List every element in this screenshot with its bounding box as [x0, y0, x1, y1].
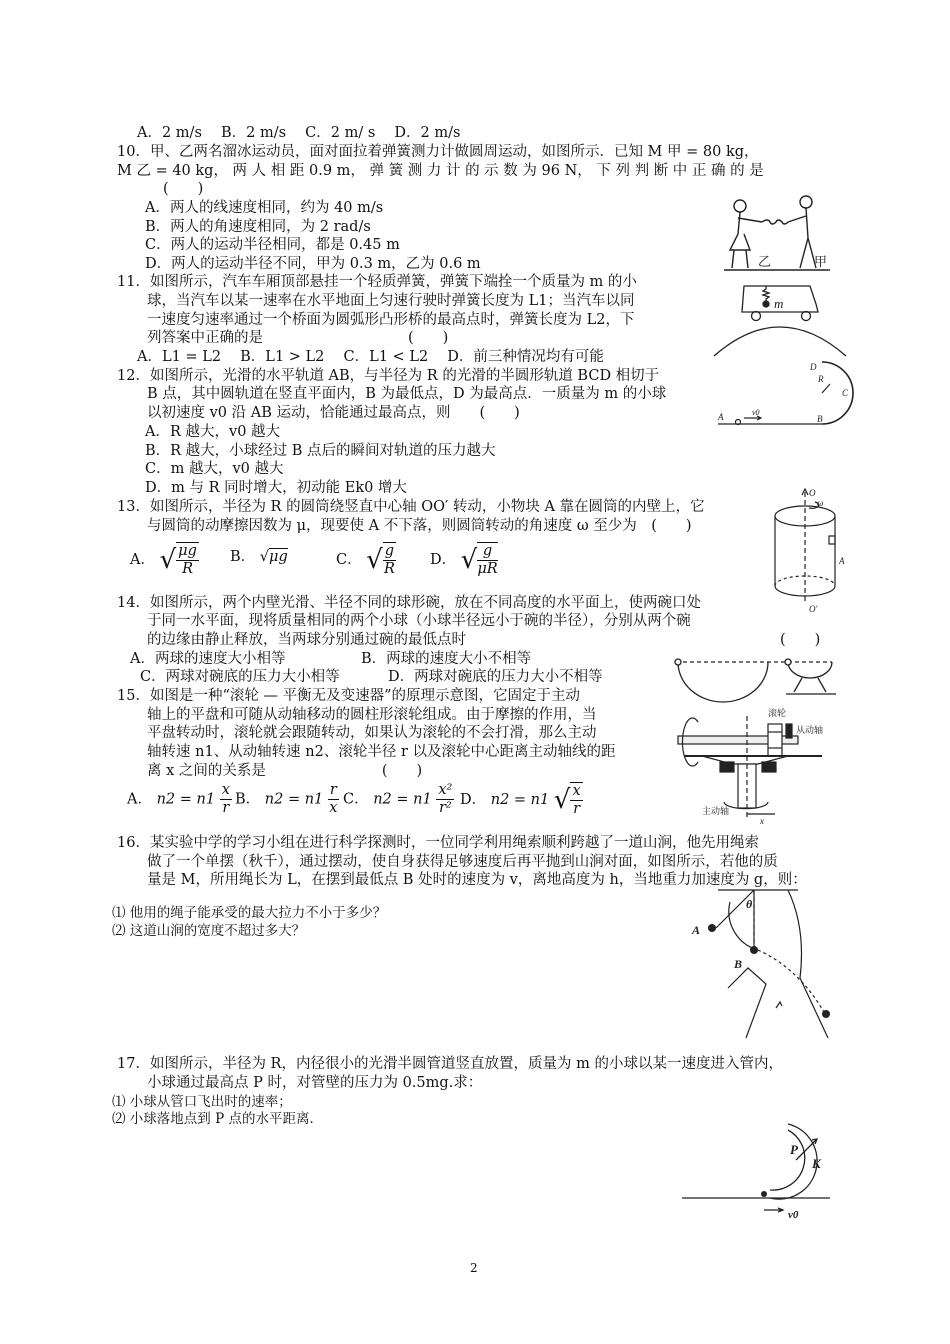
q13-d-num: g — [477, 543, 497, 561]
q14-option-b: B．两球的速度大小不相等 — [361, 651, 532, 667]
q12-fig-D: D — [810, 362, 817, 372]
q15-c-den: r² — [438, 800, 452, 816]
q13-a-den: R — [182, 561, 193, 577]
q11-car-bridge-figure — [712, 278, 847, 358]
q13-option-c: C． √ $\frac{g}{R}$ — [336, 543, 395, 577]
q17-pipe-figure — [678, 1122, 848, 1222]
q13-cylinder-figure — [765, 486, 850, 618]
q15-d-pre: n2 = n1 — [490, 792, 550, 808]
q12-fig-A: A — [718, 412, 724, 422]
page-number: 2 — [470, 1261, 478, 1275]
q11-line2: 球，当汽车以某一速率在水平地面上匀速行驶时弹簧长度为 L1；当汽车以同 — [147, 293, 635, 309]
q11-line4: 列答案中正确的是 ( ) — [147, 330, 449, 346]
q16-fig-A: A — [692, 923, 701, 937]
q10-option-d: D．两人的运动半径不同，甲为 0.3 m，乙为 0.6 m — [145, 256, 481, 272]
q11-line1: 11．如图所示，汽车车厢顶部悬挂一个轻质弹簧，弹簧下端拴一个质量为 m 的小 — [117, 274, 637, 290]
q15-d-label: D． — [460, 792, 487, 808]
q13-fig-A: A — [839, 556, 845, 566]
q15-option-a — [127, 782, 232, 817]
q13-b-label: B． — [230, 549, 256, 565]
q15-fig-driven: 从动轴 — [796, 725, 824, 735]
q13-line2: 与圆筒的动摩擦因数为 μ，现要使 A 不下落，则圆筒转动的角速度 ω 至少为 ( ) — [147, 518, 692, 534]
q13-line1: 13．如图所示，半径为 R 的圆筒绕竖直中心轴 OO′ 转动，小物块 A 靠在圆筒的内壁上，它 — [117, 499, 705, 515]
q17-line2: 小球通过最高点 P 时，对管壁的压力为 0.5mg.求： — [147, 1075, 483, 1091]
q16-fig-B: B — [734, 957, 743, 971]
q17-fig-K: K — [812, 1156, 821, 1171]
q13-fig-omega: ω — [817, 498, 824, 508]
q13-c-den: R — [383, 561, 395, 577]
q16-subq1: ⑴ 他用的绳子能承受的最大拉力不小于多少？ — [112, 905, 387, 921]
q12-track-figure — [714, 358, 854, 432]
q15-a-label: A． — [127, 791, 152, 808]
q17-line1: 17．如图所示，半径为 R，内径很小的光滑半圆管道竖直放置，质量为 m 的小球以某一速度进入管内， — [117, 1056, 783, 1072]
q15-line2: 轴上的平盘和可随从动轴移动的圆柱形滚轮组成。由于摩擦的作用，当 — [147, 707, 597, 723]
q10-paren: ( ) — [163, 181, 204, 197]
q14-option-a: A．两球的速度大小相等 — [130, 651, 286, 667]
q17-subq2: ⑵ 小球落地点到 P 点的水平距离． — [112, 1111, 323, 1127]
q12-fig-B: B — [817, 414, 823, 424]
q15-fig-roller: 滚轮 — [768, 708, 787, 718]
q15-roller-figure — [672, 702, 847, 824]
q15-a-den: r — [222, 800, 230, 816]
q12-option-d: D．m 与 R 同时增大，初动能 Ek0 增大 — [145, 480, 407, 496]
q12-fig-v0: v0 — [752, 408, 760, 417]
q12-line1: 12．如图所示，光滑的水平轨道 AB，与半径为 R 的光滑的半圆形轨道 BCD 相切于 — [117, 368, 660, 384]
q15-b-pre: n2 = n1 — [264, 791, 324, 808]
q11-options: A．L1 = L2 B．L1 > L2 C．L1 < L2 D．前三种情况均有可能 — [137, 349, 604, 365]
q15-line1: 15．如图是一种“滚轮 — 平衡无及变速器”的原理示意图，它固定于主动 — [117, 688, 580, 704]
q13-c-num: g — [384, 543, 395, 559]
q16-line3: 量是 M，所用绳长为 L，在摆到最低点 B 处时的速度为 v，离地高度为 h，当地重力加速度为 g，则： — [147, 872, 807, 888]
q13-fig-O-prime: O′ — [809, 604, 818, 614]
q15-b-num: r — [329, 782, 337, 798]
q9-options: A．2 m/s B．2 m/s C．2 m/ s D．2 m/s — [137, 125, 461, 141]
q16-line1: 16．某实验中学的学习小组在进行科学探测时，一位同学利用绳索顺利跨越了一道山涧，他先用绳索 — [117, 835, 759, 851]
q15-b-label: B． — [235, 791, 261, 808]
q15-d-num: x — [572, 783, 581, 799]
q15-line3: 平盘转动时，滚轮就会跟随转动，如果认为滚轮的不会打滑，那么主动 — [147, 725, 597, 741]
q15-line5: 离 x 之间的关系是 ( ) — [147, 763, 423, 779]
q12-fig-R: R — [818, 374, 824, 384]
q15-c-label: C． — [343, 791, 369, 808]
q16-fig-theta: θ — [746, 897, 753, 911]
q12-option-a: A．R 越大，v0 越大 — [145, 424, 281, 440]
q10-option-b: B．两人的角速度相同，为 2 rad/s — [145, 219, 371, 235]
q16-subq2: ⑵ 这道山涧的宽度不超过多大？ — [112, 923, 306, 939]
q15-c-pre: n2 = n1 — [373, 791, 432, 808]
q16-swing-figure — [688, 888, 843, 1040]
q17-subq1: ⑴ 小球从管口飞出时的速率； — [112, 1094, 292, 1110]
q15-line4: 轴转速 n1、从动轴转速 n2、滚轮半径 r 以及滚轮中心距离主动轴线的距 — [147, 744, 616, 760]
q13-a-label: A． — [130, 552, 155, 568]
q11-line3: 一速度匀速率通过一个桥面为圆弧形凸形桥的最高点时，弹簧长度为 L2，下 — [147, 312, 635, 328]
q15-b-den: x — [329, 800, 338, 816]
q15-c-num: x² — [438, 782, 453, 798]
q13-c-label: C． — [336, 552, 362, 568]
q14-line1: 14．如图所示，两个内壁光滑、半径不同的球形碗，放在不同高度的水平面上，使两碗口处 — [117, 595, 701, 611]
q12-option-c: C．m 越大，v0 越大 — [145, 461, 284, 477]
q13-a-num: μg — [178, 543, 197, 559]
q16-line2: 做了一个单摆（秋千），通过摆动，使自身获得足够速度后再平抛到山涧对面，如图所示，若他的质 — [147, 854, 778, 870]
q14-line3: 的边缘由静止释放，当两球分别通过碗的最低点时 — [147, 632, 466, 648]
q15-d-den: r — [573, 801, 580, 817]
q14-option-c: C．两球对碗底的压力大小相等 — [140, 669, 340, 685]
q15-fig-x: x — [760, 816, 764, 824]
q10-option-c: C．两人的运动半径相同，都是 0.45 m — [145, 237, 400, 253]
q13-option-a: A． √ $\frac{\mu g}{R}$ — [130, 543, 197, 577]
q12-fig-C: C — [842, 388, 849, 398]
q13-d-label: D． — [430, 552, 457, 568]
q10-fig-label-yi: 乙 — [758, 254, 772, 269]
q13-d-den: μR — [477, 561, 498, 577]
q12-line2: B 点，其中圆轨道在竖直平面内，B 为最低点，D 为最高点．一质量为 m 的小球 — [147, 386, 667, 402]
q10-fig-label-jia: 甲 — [814, 254, 828, 269]
q13-fig-O: O — [809, 488, 816, 498]
q13-b-rad: μg — [269, 549, 288, 565]
q10-line1: 10．甲、乙两名溜冰运动员，面对面拉着弹簧测力计做圆周运动，如图所示．已知 M 甲 = 80 kg， — [117, 144, 759, 160]
q10-skaters-figure — [722, 192, 832, 276]
q11-fig-m: m — [774, 296, 784, 311]
q13-option-d: D． √ $\frac{g}{\mu R}$ — [430, 543, 498, 577]
q14-option-d: D．两球对碗底的压力大小不相等 — [388, 669, 603, 685]
q14-paren: ( ) — [780, 632, 821, 648]
q15-option-d: D． n2 = n1 √ $\frac{x}{r}$ — [460, 783, 581, 817]
q12-option-b: B．R 越大，小球经过 B 点后的瞬间对轨道的压力越大 — [145, 443, 496, 459]
q12-line3: 以初速度 v0 沿 AB 运动，恰能通过最高点，则 ( ) — [147, 405, 520, 421]
q15-fig-driving: 主动轴 — [702, 806, 730, 816]
q14-bowls-figure — [668, 654, 838, 704]
q17-fig-v0: v0 — [788, 1209, 799, 1221]
q15-option-c — [343, 782, 454, 817]
q15-option-b — [235, 782, 339, 817]
q14-line2: 于同一水平面，现将质量相同的两个小球（小球半径远小于碗的半径），分别从两个碗 — [147, 613, 691, 629]
q10-line2: M 乙 = 40 kg， 两 人 相 距 0.9 m， 弹 簧 测 力 计 的 示 数 为 96 N， 下 列 判 断 中 正 确 的 是 — [117, 163, 764, 179]
q10-option-a: A．两人的线速度相同，约为 40 m/s — [145, 200, 384, 216]
q15-a-pre: n2 = n1 — [156, 791, 216, 808]
q15-a-num: x — [221, 782, 230, 798]
q17-fig-P: P — [790, 1142, 798, 1157]
q13-option-b: B． √μg — [230, 549, 288, 565]
